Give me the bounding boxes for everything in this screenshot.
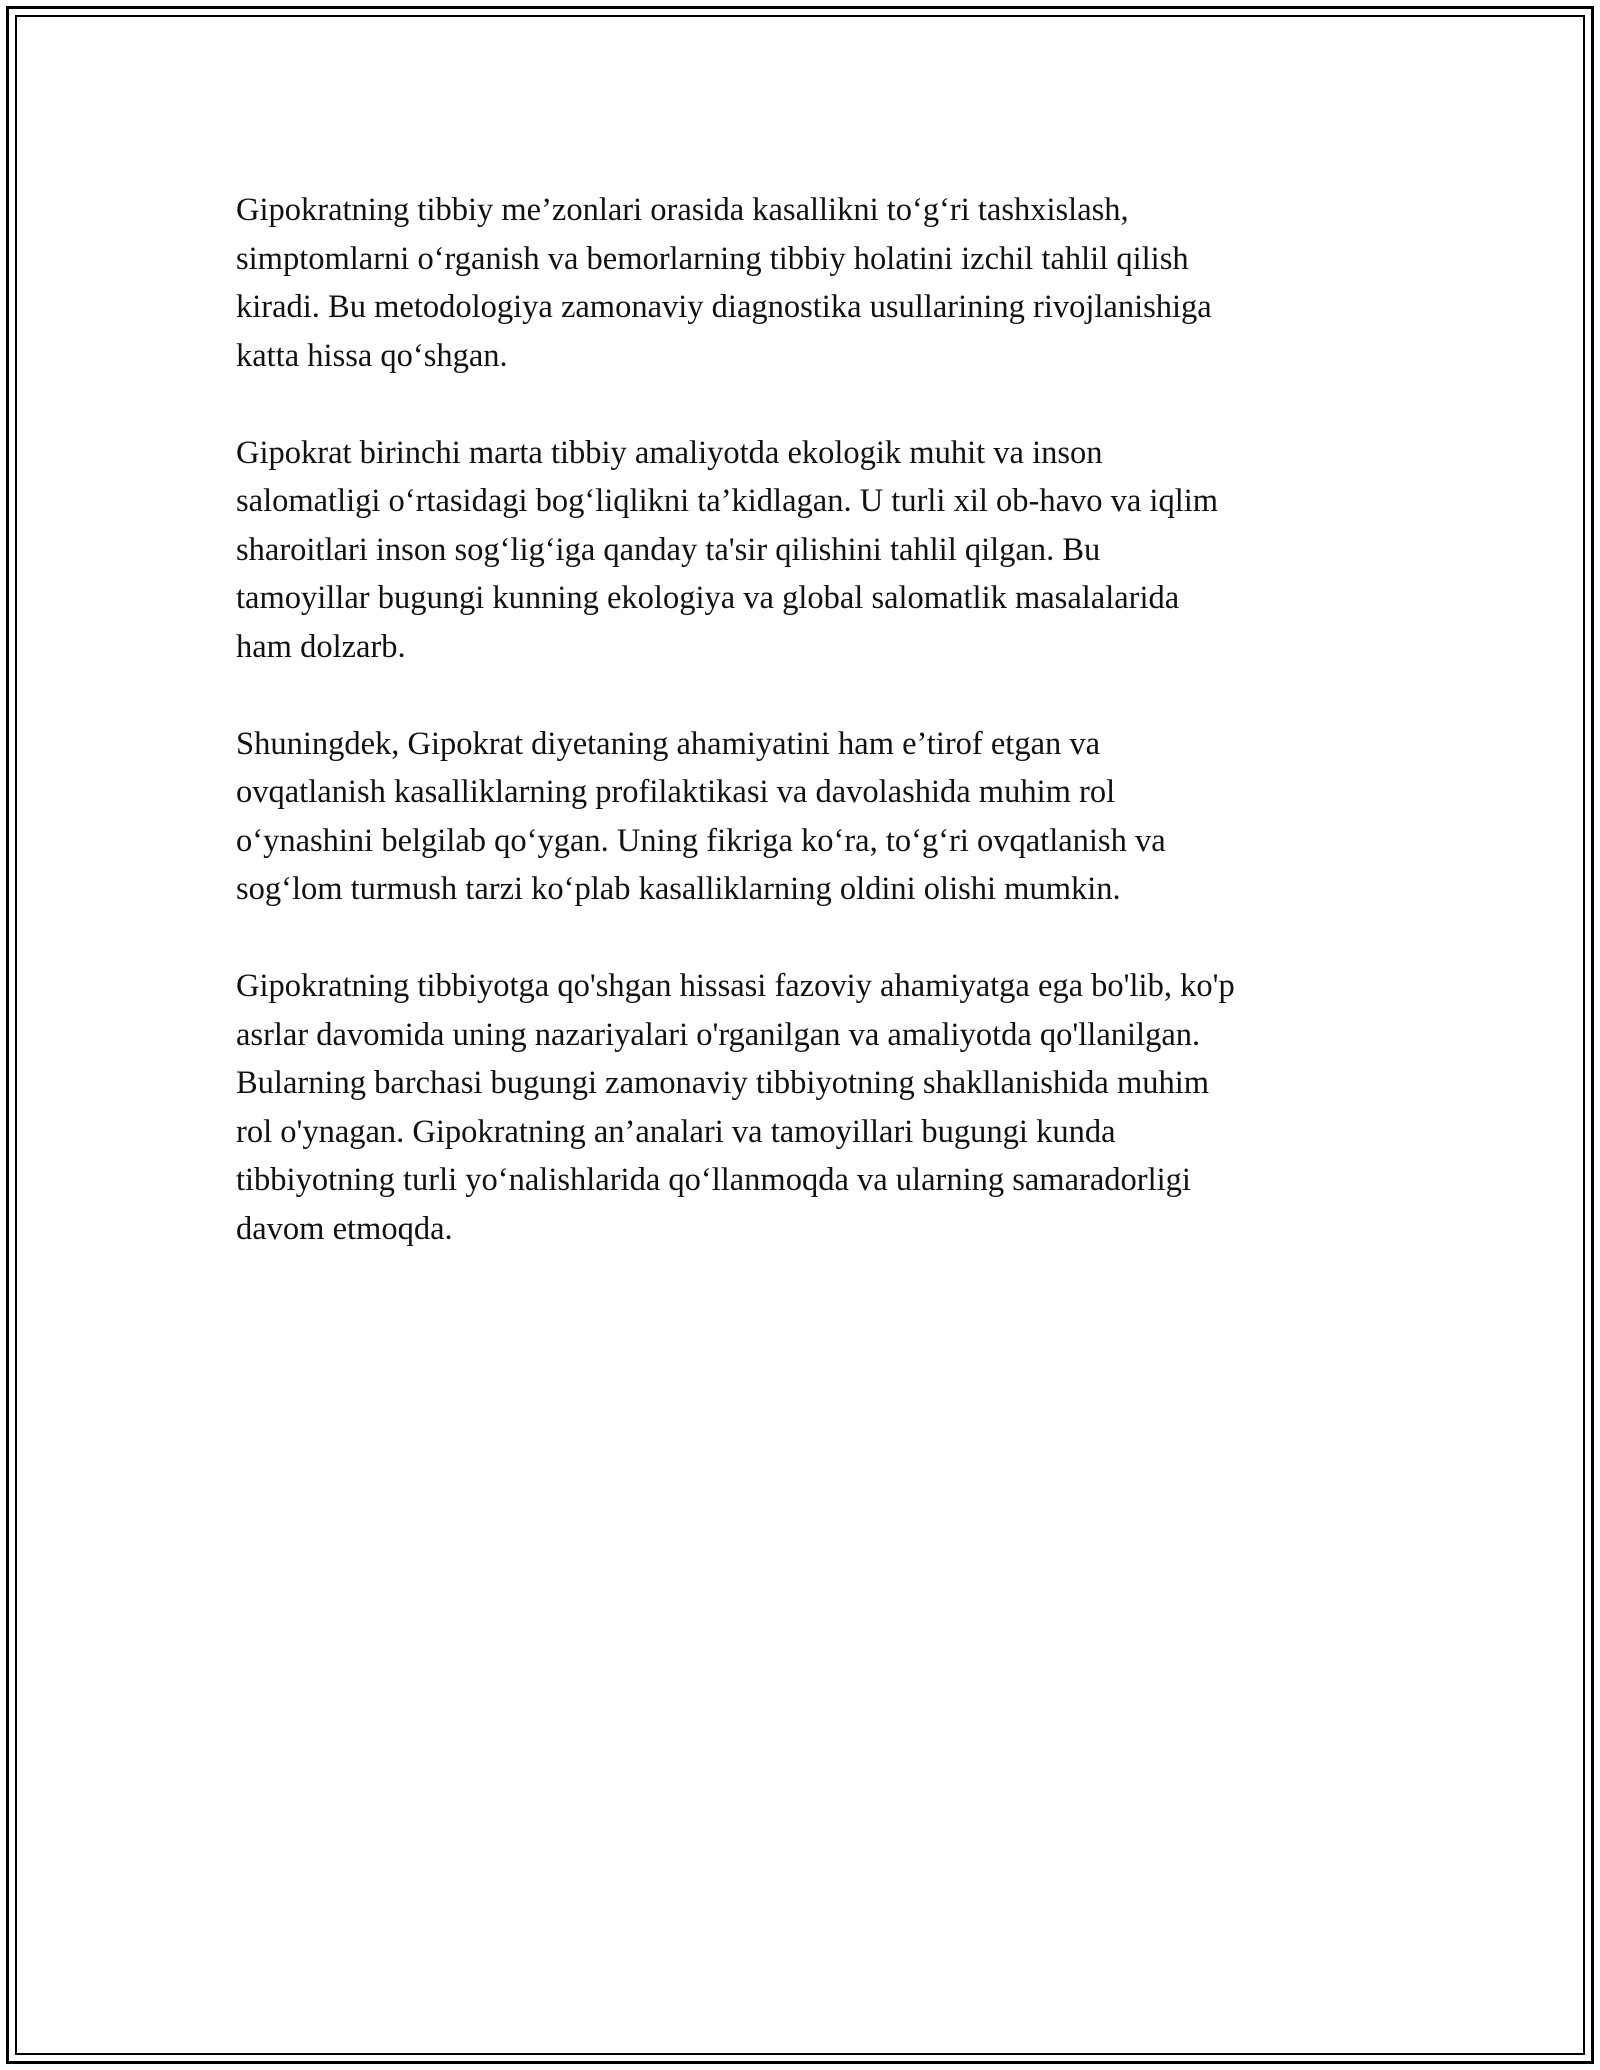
text-line: tamoyillar bugungi kunning ekologiya va global salomatlik masalalarida [236, 580, 1180, 616]
document-body [236, 186, 1376, 1302]
text-line: Gipokrat birinchi marta tibbiy amaliyotda ekologik muhit va inson [236, 434, 1103, 471]
text-line: katta hissa qo‘shgan. [236, 337, 508, 374]
text-line: davom etmoqda. [236, 1210, 453, 1247]
text-line: sharoitlari inson sog‘lig‘iga qanday ta'sir qilishini tahlil qilgan. Bu [236, 531, 1101, 568]
text-line: Gipokratning tibbiy me’zonlari orasida kasallikni to‘g‘ri tashxislash, [236, 192, 1129, 228]
text-line: Bularning barchasi bugungi zamonaviy tibbiyotning shakllanishida muhim [236, 1065, 1210, 1101]
text-line: kiradi. Bu metodologiya zamonaviy diagnostika usullarining rivojlanishiga [236, 289, 1212, 325]
text-line: Shuningdek, Gipokrat diyetaning ahamiyatini ham e’tirof etgan va [236, 725, 1101, 762]
text-line: ovqatlanish kasalliklarning profilaktikasi va davolashida muhim rol [236, 774, 1116, 810]
text-line: o‘ynashini belgilab qo‘ygan. Uning fikriga ko‘ra, to‘g‘ri ovqatlanish va [236, 822, 1166, 859]
text-line: asrlar davomida uning nazariyalari o'rganilgan va amaliyotda qo'llanilgan. [236, 1016, 1201, 1053]
text-line: salomatligi o‘rtasidagi bog‘liqlikni ta’kidlagan. U turli xil ob-havo va iqlim [236, 483, 1219, 519]
text-line: Gipokratning tibbiyotga qo'shgan hissasi fazoviy ahamiyatga ega bo'lib, ko'p [236, 968, 1235, 1004]
text-line: ham dolzarb. [236, 628, 406, 665]
text-line: rol o'ynagan. Gipokratning an’analari va tamoyillari bugungi kunda [236, 1113, 1116, 1150]
text-line: tibbiyotning turli yo‘nalishlarida qo‘llanmoqda va ularning samaradorligi [236, 1162, 1191, 1198]
paragraph-2 [236, 429, 1376, 672]
text-line: simptomlarni o‘rganish va bemorlarning tibbiy holatini izchil tahlil qilish [236, 240, 1189, 277]
text-line: sog‘lom turmush tarzi ko‘plab kasalliklarning oldini olishi mumkin. [236, 871, 1121, 907]
paragraph-1 [236, 186, 1376, 380]
paragraph-3 [236, 720, 1376, 914]
paragraph-4 [236, 962, 1376, 1253]
